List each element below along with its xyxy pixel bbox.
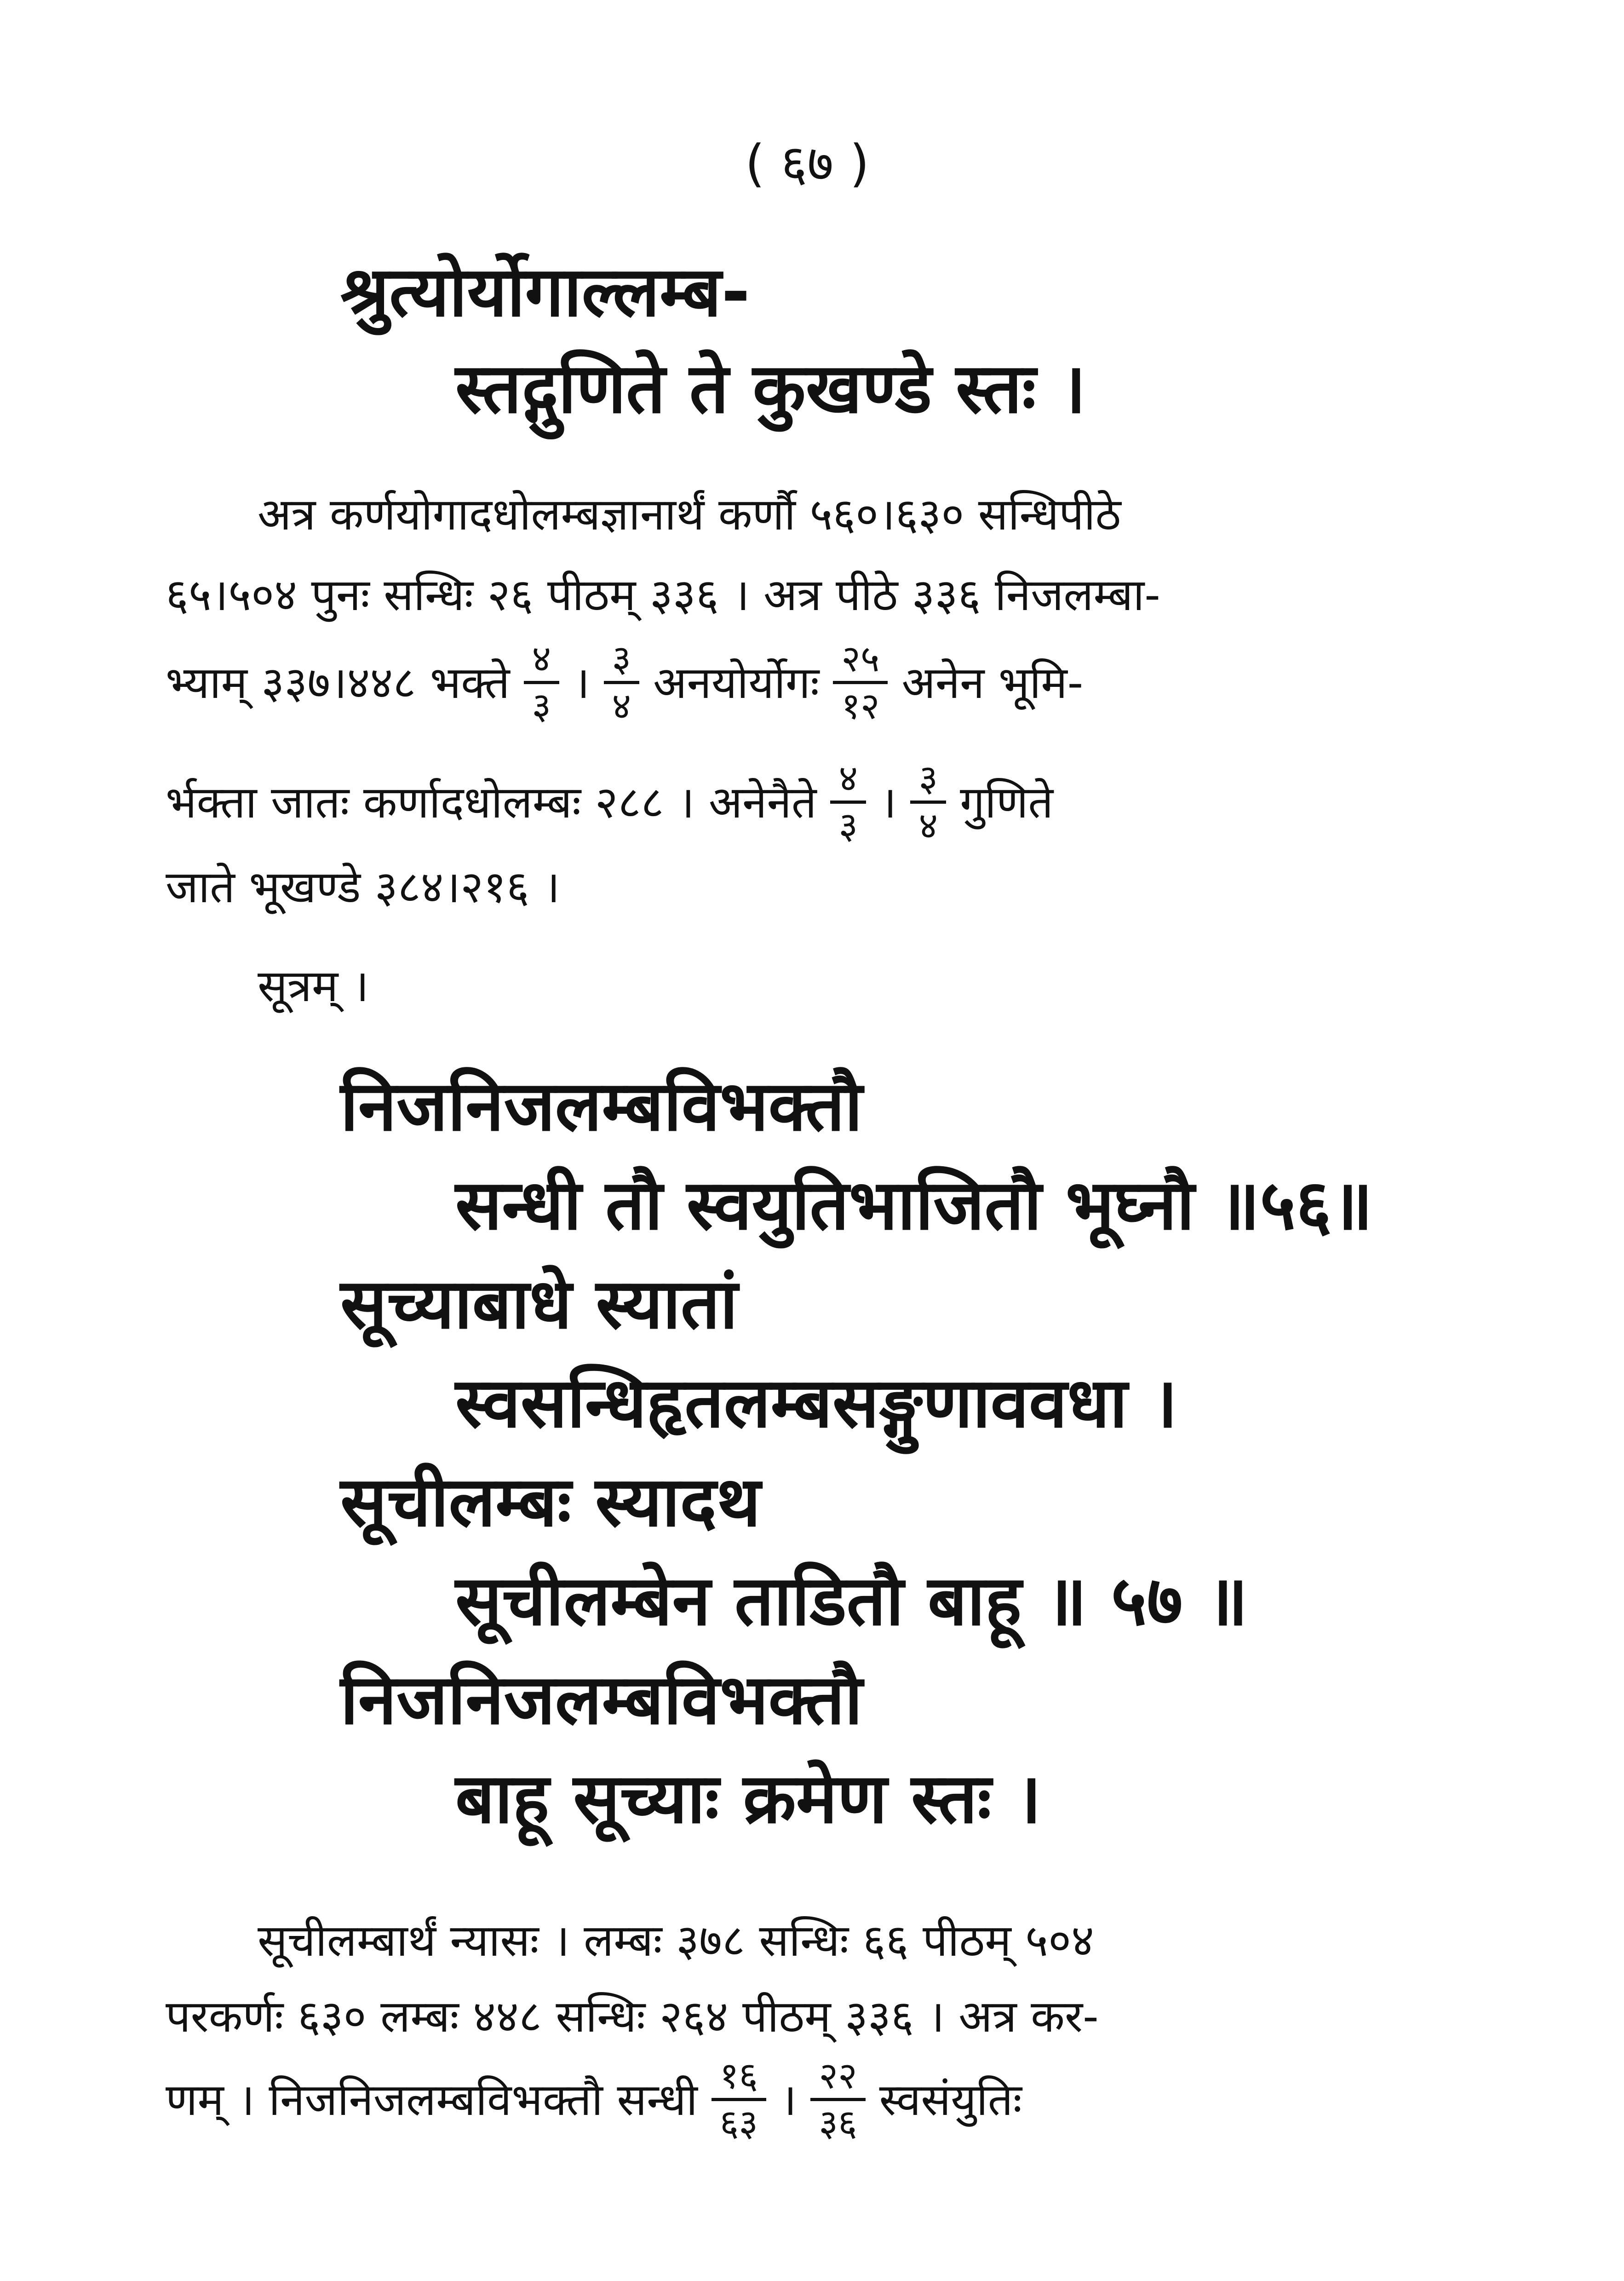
fraction-numerator: १६: [712, 2056, 766, 2101]
fraction: [833, 639, 888, 726]
commentary-line-with-fractions: [166, 639, 1083, 726]
fraction-denominator: ३: [532, 685, 551, 727]
verse-line: सन्धी तौ स्वयुतिभाजितौ भूघ्नौ ॥५६॥: [455, 1165, 1373, 1245]
commentary-line-with-fractions: [166, 2056, 1022, 2143]
sutra-label: सूत्रम् ।: [258, 960, 369, 1012]
fraction-numerator: २२: [810, 2056, 865, 2101]
danda-separator: ।: [573, 657, 590, 708]
commentary-line: अत्र कर्णयोगादधोलम्बज्ञानार्थं कर्णौ ५६०।६३० सन्धिपीठे: [258, 489, 1121, 540]
commentary-line: परकर्णः ६३० लम्बः ४४८ सन्धिः २६४ पीठम् ३३६ । अत्र कर-: [166, 1991, 1099, 2042]
fraction: [810, 2056, 865, 2143]
fraction-numerator: ४: [524, 639, 560, 684]
verse-line: निजनिजलम्बविभक्तौ: [340, 1660, 863, 1740]
commentary-line: ६५।५०४ पुनः सन्धिः २६ पीठम् ३३६ । अत्र पीठे ३३६ निजलम्बा-: [166, 569, 1160, 621]
danda-separator: ।: [880, 776, 897, 828]
fraction: [524, 639, 560, 726]
fraction-numerator: ३: [604, 639, 640, 684]
fraction-denominator: ३: [838, 804, 858, 847]
commentary-text: अनेन भूमि-: [901, 657, 1084, 708]
commentary-text: स्वसंयुतिः: [879, 2074, 1022, 2125]
fraction-numerator: ४: [830, 759, 866, 804]
commentary-text: गुणिते: [960, 776, 1054, 828]
commentary-line-with-fractions: [166, 759, 1053, 845]
commentary-line: जाते भूखण्डे ३८४।२१६ ।: [166, 861, 560, 913]
verse-line: निजनिजलम्बविभक्तौ: [340, 1066, 863, 1146]
verse-line: सूचीलम्बेन ताडितौ बाहू ॥ ५७ ॥: [455, 1561, 1248, 1641]
fraction-numerator: ३: [910, 759, 946, 804]
fraction-denominator: १२: [841, 685, 880, 727]
verse-line: स्तद्गुणिते ते कुखण्डे स्तः ।: [455, 349, 1086, 429]
fraction: [910, 759, 946, 845]
verse-line: सूच्याबाधे स्यातां: [340, 1264, 738, 1344]
verse-line: स्वसन्धिहृतलम्बसङ्गुणाववधा ।: [455, 1363, 1178, 1443]
commentary-text: भ्याम् ३३७।४४८ भक्ते: [166, 657, 510, 708]
fraction-numerator: २५: [833, 639, 888, 684]
fraction: [830, 759, 866, 845]
verse-line: बाहू सूच्याः क्रमेण स्तः ।: [455, 1759, 1042, 1839]
fraction-denominator: ४: [612, 685, 631, 727]
commentary-line: सूचीलम्बार्थं न्यासः । लम्बः ३७८ सन्धिः ६६ पीठम् ५०४: [258, 1915, 1094, 1966]
commentary-text: णम् । निजनिजलम्बविभक्तौ सन्धी: [166, 2074, 698, 2125]
fraction: [604, 639, 640, 726]
fraction-denominator: ३६: [819, 2102, 857, 2144]
fraction-denominator: ४: [918, 804, 938, 847]
page-number: ( ६७ ): [745, 134, 870, 193]
commentary-text: अनयोर्योगः: [653, 657, 820, 708]
commentary-text: र्भक्ता जातः कर्णादधोलम्बः २८८ । अनेनैते: [166, 776, 817, 828]
danda-separator: ।: [780, 2074, 797, 2125]
verse-line: श्रुत्योर्योगाल्लम्ब-: [340, 252, 750, 332]
verse-line: सूचीलम्बः स्यादथ: [340, 1462, 761, 1542]
fraction-denominator: ६३: [719, 2102, 758, 2144]
fraction: [712, 2056, 766, 2143]
